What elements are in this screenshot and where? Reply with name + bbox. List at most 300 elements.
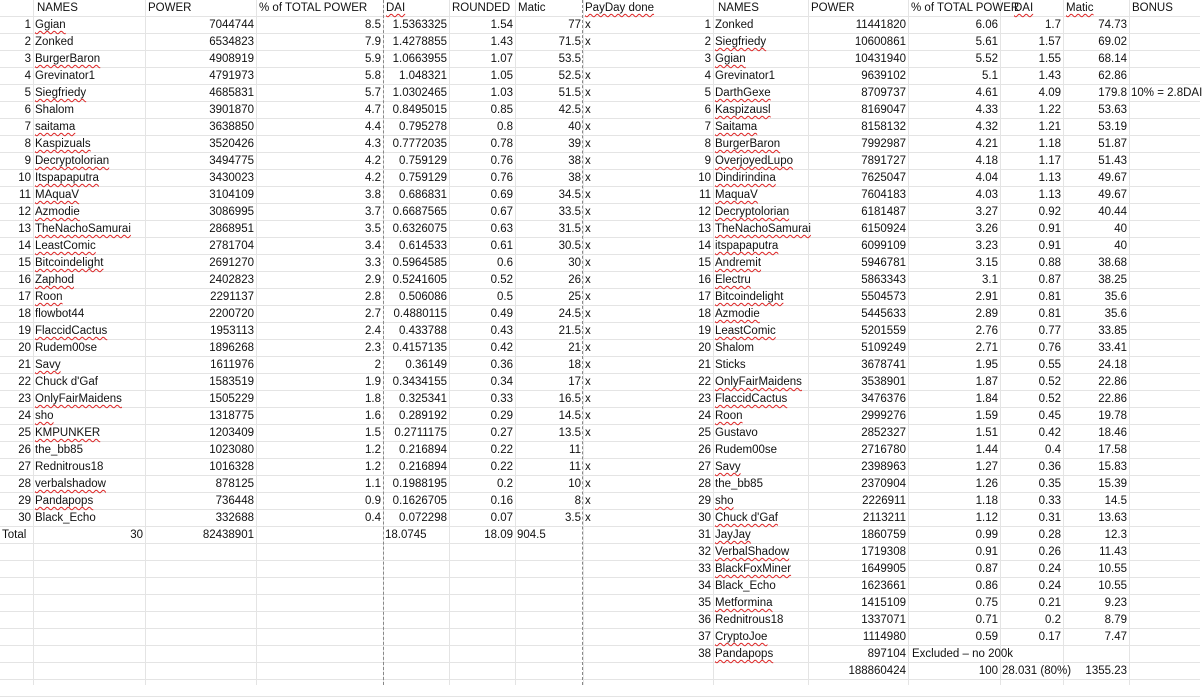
right-cell-matic[interactable]: 15.83 [1098,461,1127,473]
left-cell-pct[interactable]: 4.7 [365,104,381,116]
left-cell-dai[interactable]: 0.1988195 [392,478,447,490]
left-cell-dai[interactable]: 0.7772035 [392,138,447,150]
left-cell-power[interactable]: 1953113 [210,325,254,337]
right-cell-name[interactable]: MaquaV [715,189,758,201]
right-cell-dai[interactable]: 0.92 [1038,206,1061,218]
right-cell-power[interactable]: 10431940 [854,53,906,65]
left-row-number[interactable]: 27 [18,461,31,473]
right-cell-dai[interactable]: 0.42 [1038,427,1061,439]
right-row-number[interactable]: 23 [698,393,711,405]
right-cell-power[interactable]: 2999276 [861,410,906,422]
left-cell-pct[interactable]: 3.8 [365,189,381,201]
left-cell-rounded[interactable]: 0.27 [490,427,513,439]
right-cell-matic[interactable]: 40 [1114,223,1127,235]
right-cell-matic[interactable]: 68.14 [1098,53,1127,65]
left-cell-matic[interactable]: 10 [568,478,581,490]
right-cell-pct[interactable]: 4.33 [975,104,998,116]
right-row-number[interactable]: 26 [698,444,711,456]
right-total-power[interactable]: 188860424 [848,665,906,677]
left-cell-name[interactable]: Pandapops [35,495,94,507]
right-cell-dai[interactable]: 0.28 [1038,529,1061,541]
left-cell-rounded[interactable]: 0.63 [490,223,513,235]
right-cell-dai[interactable]: 4.09 [1038,87,1061,99]
right-cell-power[interactable]: 3538901 [861,376,906,388]
right-cell-dai[interactable]: 0.33 [1038,495,1061,507]
left-cell-name[interactable]: Rednitrous18 [35,461,104,473]
left-cell-name[interactable]: Black_Echo [35,512,96,524]
left-cell-matic[interactable]: 8 [574,495,581,507]
left-header-dai[interactable]: DAI [386,2,406,14]
right-cell-matic[interactable]: 49.67 [1098,189,1127,201]
left-cell-payday[interactable]: x [585,308,591,320]
left-cell-power[interactable]: 3901870 [209,104,254,116]
left-cell-power[interactable]: 4908919 [209,53,254,65]
left-cell-dai[interactable]: 0.072298 [399,512,447,524]
left-row-number[interactable]: 22 [18,376,31,388]
left-row-number[interactable]: 2 [24,36,31,48]
right-cell-pct[interactable]: 2.71 [975,342,998,354]
left-cell-matic[interactable]: 13.5 [558,427,581,439]
right-cell-pct[interactable]: 0.86 [975,580,998,592]
right-row-number[interactable]: 18 [698,308,711,320]
right-cell-dai[interactable]: 1.55 [1038,53,1061,65]
left-cell-rounded[interactable]: 0.6 [497,257,513,269]
right-cell-dai[interactable]: 0.88 [1038,257,1061,269]
left-cell-pct[interactable]: 4.3 [365,138,381,150]
right-row-number[interactable]: 31 [698,529,711,541]
right-cell-pct[interactable]: 1.51 [975,427,998,439]
left-cell-payday[interactable]: x [585,427,591,439]
right-cell-power[interactable]: 1860759 [861,529,906,541]
right-row-number[interactable]: 37 [698,631,711,643]
right-row-number[interactable]: 33 [698,563,711,575]
left-cell-payday[interactable]: x [585,138,591,150]
left-cell-payday[interactable]: x [585,478,591,490]
right-cell-name[interactable]: the_bb85 [715,478,763,490]
right-cell-pct[interactable]: 4.21 [975,138,998,150]
right-cell-power[interactable]: 1649905 [861,563,906,575]
right-cell-name[interactable]: Chuck d'Gaf [715,512,778,524]
right-cell-bonus[interactable]: 10% = 2.8DAI [1131,87,1202,99]
left-cell-rounded[interactable]: 0.61 [490,240,513,252]
right-cell-name[interactable]: OverjoyedLupo [715,155,793,167]
left-cell-power[interactable]: 878125 [215,478,254,490]
left-cell-rounded[interactable]: 0.67 [490,206,513,218]
left-row-number[interactable]: 17 [18,291,31,303]
left-cell-pct[interactable]: 1.5 [365,427,381,439]
right-cell-name[interactable]: TheNachoSamurai [715,223,811,235]
left-cell-power[interactable]: 2691270 [209,257,254,269]
left-cell-dai[interactable]: 0.506086 [399,291,447,303]
left-cell-dai[interactable]: 0.216894 [399,461,447,473]
right-cell-name[interactable]: Rednitrous18 [715,614,784,626]
left-cell-name[interactable]: Azmodie [35,206,80,218]
left-cell-dai[interactable]: 0.759129 [399,155,447,167]
left-cell-pct[interactable]: 4.2 [365,155,381,167]
left-cell-rounded[interactable]: 0.34 [490,376,513,388]
right-cell-name[interactable]: Grevinator1 [715,70,776,82]
left-cell-power[interactable]: 3086995 [209,206,254,218]
left-cell-matic[interactable]: 3.5 [565,512,581,524]
right-cell-name[interactable]: itspapaputra [715,240,779,252]
right-cell-matic[interactable]: 14.5 [1104,495,1127,507]
left-cell-name[interactable]: Kaspizuals [35,138,91,150]
right-cell-matic[interactable]: 38.25 [1098,274,1127,286]
right-row-number[interactable]: 22 [698,376,711,388]
left-cell-payday[interactable]: x [585,189,591,201]
right-cell-dai[interactable]: 1.13 [1038,189,1061,201]
left-cell-pct[interactable]: 2.8 [365,291,381,303]
right-cell-dai[interactable]: 0.45 [1038,410,1061,422]
right-cell-matic[interactable]: 38.68 [1098,257,1127,269]
right-cell-matic[interactable]: 10.55 [1098,563,1127,575]
left-cell-payday[interactable]: x [585,342,591,354]
right-cell-matic[interactable]: 62.86 [1098,70,1127,82]
right-cell-name[interactable]: Decryptolorian [715,206,790,218]
left-cell-dai[interactable]: 0.216894 [399,444,447,456]
left-cell-name[interactable]: Rudem00se [35,342,98,354]
right-row-number[interactable]: 21 [698,359,711,371]
right-cell-matic[interactable]: 22.86 [1098,393,1127,405]
right-row-number[interactable]: 35 [698,597,711,609]
left-cell-dai[interactable]: 0.1626705 [392,495,447,507]
right-cell-name[interactable]: Gustavo [715,427,758,439]
right-cell-name[interactable]: Siegfriedy [715,36,767,48]
right-cell-name[interactable]: Black_Echo [715,580,776,592]
left-cell-dai[interactable]: 0.3434155 [392,376,447,388]
left-cell-name[interactable]: Grevinator1 [35,70,96,82]
right-cell-dai[interactable]: 1.21 [1038,121,1061,133]
left-cell-power[interactable]: 3520426 [209,138,254,150]
right-cell-power[interactable]: 9639102 [861,70,906,82]
right-cell-dai[interactable]: 1.13 [1038,172,1061,184]
right-cell-power[interactable]: 3476376 [861,393,906,405]
left-total-label[interactable]: Total [2,529,27,541]
left-cell-dai[interactable]: 0.759129 [399,172,447,184]
left-cell-power[interactable]: 1505229 [209,393,254,405]
right-row-number[interactable]: 16 [698,274,711,286]
right-cell-pct[interactable]: 3.15 [975,257,998,269]
left-cell-rounded[interactable]: 0.69 [490,189,513,201]
left-cell-matic[interactable]: 42.5 [558,104,581,116]
left-cell-matic[interactable]: 39 [568,138,581,150]
left-cell-pct[interactable]: 1.6 [365,410,381,422]
right-cell-matic[interactable]: 7.47 [1104,631,1127,643]
left-cell-pct[interactable]: 1.9 [365,376,381,388]
right-row-number[interactable]: 30 [698,512,711,524]
right-row-number[interactable]: 11 [699,189,711,201]
left-cell-matic[interactable]: 11 [569,444,581,456]
left-cell-pct[interactable]: 5.8 [365,70,381,82]
left-cell-matic[interactable]: 51.5 [558,87,581,99]
right-cell-name[interactable]: Saitama [715,121,758,133]
left-cell-rounded[interactable]: 0.76 [490,172,513,184]
right-row-number[interactable]: 28 [698,478,711,490]
right-cell-note[interactable]: Excluded – no 200k [912,648,1014,660]
right-cell-dai[interactable]: 1.22 [1038,104,1061,116]
right-cell-name[interactable]: Savy [715,461,741,473]
left-cell-rounded[interactable]: 1.07 [490,53,513,65]
left-cell-power[interactable]: 2291137 [210,291,254,303]
right-cell-dai[interactable]: 0.52 [1038,376,1061,388]
right-cell-dai[interactable]: 0.91 [1038,223,1061,235]
left-cell-payday[interactable]: x [585,393,591,405]
right-cell-dai[interactable]: 0.35 [1038,478,1061,490]
left-cell-payday[interactable]: x [585,325,591,337]
right-cell-matic[interactable]: 53.63 [1098,104,1127,116]
right-cell-dai[interactable]: 0.24 [1038,563,1061,575]
left-cell-name[interactable]: Ggian [35,19,66,31]
right-cell-power[interactable]: 897104 [867,648,906,660]
left-cell-pct[interactable]: 5.9 [365,53,381,65]
right-cell-pct[interactable]: 1.84 [975,393,998,405]
left-cell-payday[interactable]: x [585,461,591,473]
right-cell-dai[interactable]: 0.26 [1038,546,1061,558]
left-cell-pct[interactable]: 3.7 [365,206,381,218]
right-cell-dai[interactable]: 0.2 [1045,614,1061,626]
left-cell-pct[interactable]: 3.3 [365,257,381,269]
right-row-number[interactable]: 14 [698,240,711,252]
right-row-number[interactable]: 36 [698,614,711,626]
right-cell-matic[interactable]: 33.41 [1098,342,1127,354]
left-cell-name[interactable]: sho [35,410,54,422]
right-cell-pct[interactable]: 1.12 [975,512,998,524]
left-cell-dai[interactable]: 0.795278 [399,121,447,133]
left-cell-pct[interactable]: 0.4 [365,512,381,524]
left-cell-rounded[interactable]: 0.22 [490,461,513,473]
right-cell-matic[interactable]: 40.44 [1098,206,1127,218]
left-cell-matic[interactable]: 34.5 [558,189,581,201]
right-cell-power[interactable]: 8709737 [861,87,906,99]
right-cell-dai[interactable]: 0.52 [1038,393,1061,405]
left-cell-payday[interactable]: x [585,206,591,218]
left-row-number[interactable]: 30 [18,512,31,524]
left-cell-payday[interactable]: x [585,512,591,524]
left-cell-pct[interactable]: 2.4 [365,325,381,337]
right-cell-power[interactable]: 5946781 [861,257,906,269]
right-cell-dai[interactable]: 1.18 [1038,138,1061,150]
left-row-number[interactable]: 7 [24,121,31,133]
right-cell-name[interactable]: Ggian [715,53,746,65]
left-cell-payday[interactable]: x [585,155,591,167]
right-cell-power[interactable]: 8158132 [861,121,906,133]
left-row-number[interactable]: 26 [18,444,31,456]
right-header-pct[interactable]: % of TOTAL POWER [911,2,1020,14]
right-row-number[interactable]: 2 [704,36,711,48]
left-row-number[interactable]: 18 [18,308,31,320]
right-cell-power[interactable]: 10600861 [854,36,906,48]
left-cell-power[interactable]: 3638850 [209,121,254,133]
right-cell-matic[interactable]: 74.73 [1098,19,1127,31]
left-cell-dai[interactable]: 0.686831 [399,189,447,201]
left-cell-name[interactable]: Zaphod [35,274,75,286]
left-cell-dai[interactable]: 1.048321 [399,70,447,82]
right-row-number[interactable]: 1 [704,19,711,31]
right-row-number[interactable]: 24 [698,410,711,422]
right-cell-power[interactable]: 7891727 [861,155,906,167]
right-header-dai[interactable]: DAI [1014,2,1034,14]
right-row-number[interactable]: 17 [698,291,711,303]
right-cell-matic[interactable]: 51.87 [1098,138,1127,150]
right-cell-pct[interactable]: 2.91 [975,291,998,303]
right-cell-power[interactable]: 2370904 [861,478,906,490]
left-cell-rounded[interactable]: 0.2 [497,478,513,490]
right-cell-name[interactable]: Kaspizausl [715,104,771,116]
left-cell-rounded[interactable]: 0.42 [490,342,513,354]
left-row-number[interactable]: 14 [18,240,31,252]
right-cell-name[interactable]: Sticks [715,359,746,371]
right-cell-pct[interactable]: 1.87 [975,376,998,388]
left-cell-power[interactable]: 1583519 [209,376,254,388]
right-cell-name[interactable]: Zonked [715,19,754,31]
left-cell-dai[interactable]: 1.0302465 [392,87,447,99]
left-cell-pct[interactable]: 4.2 [365,172,381,184]
left-total-matic[interactable]: 904.5 [517,529,546,541]
left-total-dai[interactable]: 18.0745 [385,529,427,541]
right-cell-pct[interactable]: 1.44 [975,444,998,456]
left-cell-pct[interactable]: 0.9 [365,495,381,507]
left-cell-pct[interactable]: 2 [374,359,381,371]
right-cell-name[interactable]: DarthGexe [715,87,771,99]
right-cell-pct[interactable]: 0.87 [975,563,998,575]
right-cell-power[interactable]: 5863343 [861,274,906,286]
right-cell-matic[interactable]: 19.78 [1098,410,1127,422]
left-cell-rounded[interactable]: 0.85 [490,104,513,116]
left-cell-matic[interactable]: 53.5 [558,53,581,65]
left-cell-power[interactable]: 1016328 [209,461,254,473]
left-cell-rounded[interactable]: 0.22 [490,444,513,456]
right-cell-dai[interactable]: 1.57 [1038,36,1061,48]
right-cell-power[interactable]: 7992987 [861,138,906,150]
right-total-matic[interactable]: 1355.23 [1085,665,1127,677]
right-cell-power[interactable]: 2113211 [862,512,906,524]
left-cell-power[interactable]: 1896268 [209,342,254,354]
left-total-power[interactable]: 82438901 [202,529,254,541]
right-cell-power[interactable]: 6150924 [861,223,906,235]
right-cell-matic[interactable]: 15.39 [1098,478,1127,490]
left-row-number[interactable]: 29 [18,495,31,507]
left-cell-power[interactable]: 4791973 [209,70,254,82]
left-row-number[interactable]: 19 [18,325,31,337]
right-cell-power[interactable]: 1719308 [861,546,906,558]
right-cell-pct[interactable]: 0.99 [975,529,998,541]
left-cell-name[interactable]: Itspapaputra [35,172,99,184]
right-cell-power[interactable]: 5109249 [861,342,906,354]
left-cell-power[interactable]: 2200720 [209,308,254,320]
left-cell-payday[interactable]: x [585,359,591,371]
left-cell-rounded[interactable]: 0.36 [490,359,513,371]
right-cell-name[interactable]: CryptoJoe [715,631,768,643]
right-cell-pct[interactable]: 3.26 [975,223,998,235]
left-cell-matic[interactable]: 26 [568,274,581,286]
left-cell-power[interactable]: 1023080 [209,444,254,456]
right-cell-pct[interactable]: 3.1 [982,274,998,286]
left-cell-matic[interactable]: 38 [568,155,581,167]
left-cell-rounded[interactable]: 0.52 [490,274,513,286]
left-cell-matic[interactable]: 16.5 [558,393,581,405]
left-cell-matic[interactable]: 17 [568,376,581,388]
left-cell-payday[interactable]: x [585,104,591,116]
left-row-number[interactable]: 15 [18,257,31,269]
right-cell-pct[interactable]: 1.26 [975,478,998,490]
left-cell-rounded[interactable]: 0.07 [490,512,513,524]
right-row-number[interactable]: 38 [698,648,711,660]
right-cell-name[interactable]: Metformina [715,597,773,609]
right-cell-pct[interactable]: 1.95 [975,359,998,371]
right-cell-power[interactable]: 1337071 [861,614,906,626]
left-header-power[interactable]: POWER [148,2,192,14]
left-cell-rounded[interactable]: 1.03 [490,87,513,99]
right-row-number[interactable]: 3 [704,53,711,65]
right-cell-pct[interactable]: 1.59 [975,410,998,422]
left-cell-payday[interactable]: x [585,376,591,388]
right-row-number[interactable]: 12 [698,206,711,218]
left-cell-pct[interactable]: 8.5 [365,19,381,31]
left-row-number[interactable]: 8 [24,138,31,150]
left-cell-name[interactable]: MAquaV [35,189,80,201]
left-cell-matic[interactable]: 30 [568,257,581,269]
left-cell-dai[interactable]: 1.4278855 [392,36,447,48]
left-cell-name[interactable]: verbalshadow [35,478,106,490]
right-cell-matic[interactable]: 12.3 [1104,529,1127,541]
right-cell-matic[interactable]: 8.79 [1104,614,1127,626]
right-cell-pct[interactable]: 5.61 [975,36,998,48]
left-row-number[interactable]: 6 [24,104,31,116]
left-cell-dai[interactable]: 0.325341 [399,393,447,405]
right-cell-matic[interactable]: 51.43 [1098,155,1127,167]
left-row-number[interactable]: 9 [24,155,31,167]
left-cell-rounded[interactable]: 0.49 [490,308,513,320]
right-cell-pct[interactable]: 5.52 [975,53,998,65]
right-cell-pct[interactable]: 0.91 [975,546,998,558]
left-row-number[interactable]: 3 [24,53,31,65]
right-cell-name[interactable]: Andremit [715,257,762,269]
left-cell-matic[interactable]: 52.5 [558,70,581,82]
right-cell-dai[interactable]: 0.4 [1045,444,1061,456]
right-cell-pct[interactable]: 3.23 [975,240,998,252]
left-cell-name[interactable]: the_bb85 [35,444,83,456]
left-row-number[interactable]: 16 [18,274,31,286]
left-cell-payday[interactable]: x [585,172,591,184]
right-cell-matic[interactable]: 9.23 [1104,597,1127,609]
left-cell-dai[interactable]: 0.614533 [399,240,447,252]
left-cell-matic[interactable]: 38 [568,172,581,184]
right-cell-pct[interactable]: 3.27 [975,206,998,218]
left-cell-power[interactable]: 736448 [215,495,254,507]
left-cell-name[interactable]: Roon [35,291,63,303]
left-cell-rounded[interactable]: 0.76 [490,155,513,167]
right-cell-matic[interactable]: 11.43 [1099,546,1127,558]
left-cell-dai[interactable]: 0.8495015 [392,104,447,116]
left-row-number[interactable]: 5 [24,87,31,99]
left-row-number[interactable]: 21 [18,359,31,371]
right-cell-matic[interactable]: 40 [1114,240,1127,252]
left-cell-matic[interactable]: 71.5 [558,36,581,48]
left-cell-matic[interactable]: 33.5 [558,206,581,218]
right-row-number[interactable]: 10 [698,172,711,184]
right-cell-pct[interactable]: 6.06 [975,19,998,31]
right-total-dai[interactable]: 28.031 (80%) [1002,665,1072,677]
right-cell-dai[interactable]: 0.91 [1038,240,1061,252]
left-cell-power[interactable]: 6534823 [209,36,254,48]
right-cell-name[interactable]: FlaccidCactus [715,393,788,405]
left-cell-rounded[interactable]: 0.29 [490,410,513,422]
right-row-number[interactable]: 13 [698,223,711,235]
right-header-matic[interactable]: Matic [1066,2,1094,14]
left-cell-pct[interactable]: 2.7 [365,308,381,320]
right-cell-name[interactable]: Roon [715,410,743,422]
right-row-number[interactable]: 19 [698,325,711,337]
